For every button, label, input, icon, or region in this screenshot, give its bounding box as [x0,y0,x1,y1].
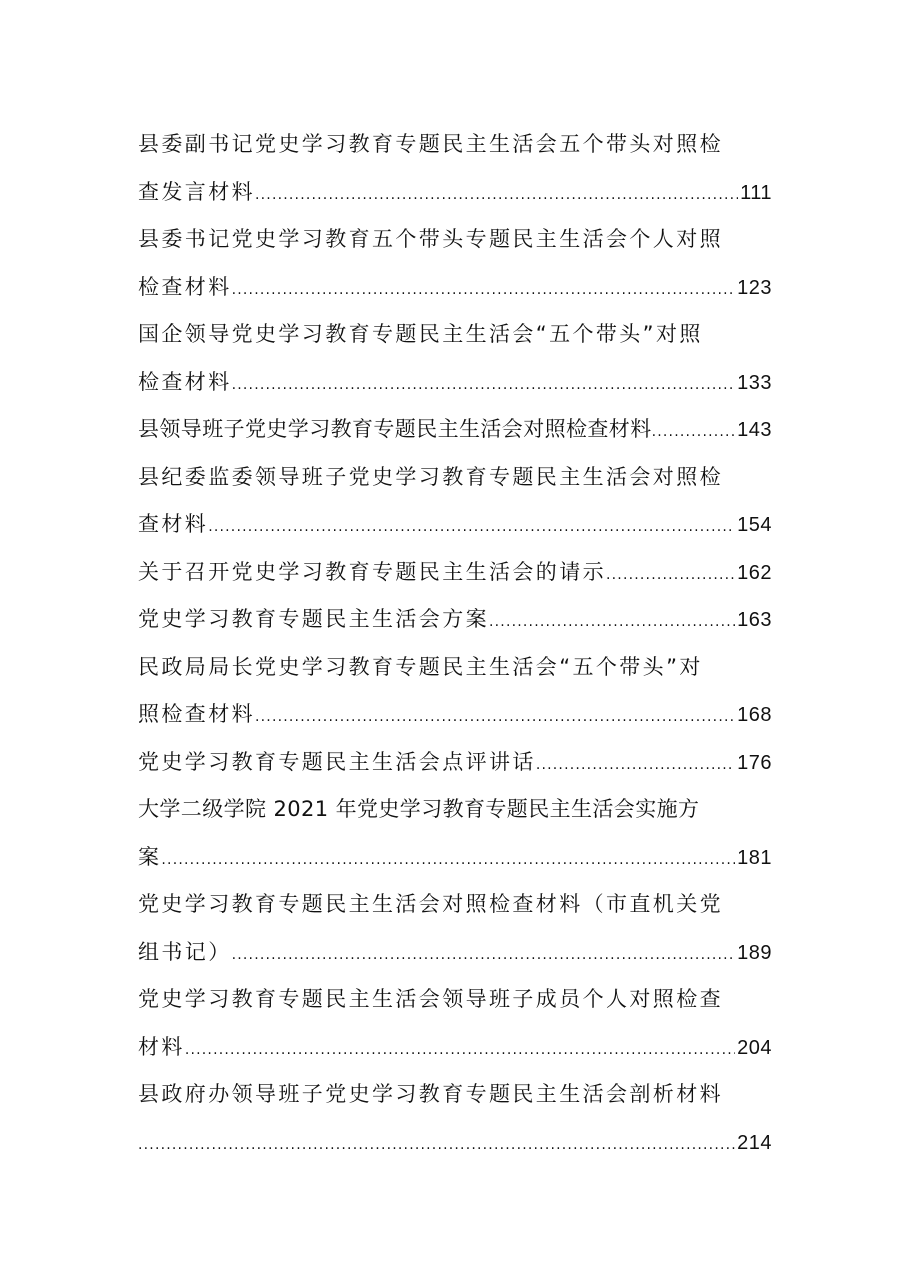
toc-entry-leader-line [138,1119,772,1167]
toc-entry-leader-line [138,929,772,977]
dot-leader [232,264,736,315]
toc-entry-title: 党史学习教育专题民主生活会方案 [138,607,489,631]
toc-entry-leader-line [138,406,772,454]
dot-leader [606,549,735,600]
toc-entry[interactable] [138,549,772,597]
toc-entry[interactable] [138,786,772,881]
dot-leader [138,1119,735,1170]
toc-entry-leader-line [138,596,772,644]
toc-entry-title-continued: 案 [138,844,162,869]
toc-entry[interactable] [138,454,772,549]
toc-entry-title: 党史学习教育专题民主生活会点评讲话 [138,749,536,774]
toc-entry-title-continued: 材料 [138,1034,185,1059]
dot-leader [232,359,736,410]
toc-entry-title: 关于召开党史学习教育专题民主生活会的请示 [138,559,606,584]
page-number: 143 [737,419,772,441]
page-number: 154 [737,514,772,536]
dot-leader [536,739,735,790]
page-number: 204 [737,1036,772,1059]
dot-leader [255,691,735,742]
toc-entry[interactable] [138,121,772,216]
toc-entry-leader-line [138,1024,772,1072]
toc-entry-title-continued: 照检查材料 [138,702,255,726]
toc-entry[interactable] [138,881,772,976]
toc-entry[interactable] [138,216,772,311]
toc-entry-title: 县纪委监委领导班子党史学习教育专题民主生活会对照检 [138,464,723,489]
page-number: 214 [737,1131,772,1154]
dot-leader [232,929,736,980]
toc-entry-leader-line [138,739,772,787]
toc-entry-leader-line [138,549,772,597]
toc-entry[interactable] [138,406,772,454]
toc-entry-title: 县委书记党史学习教育五个带头专题民主生活会个人对照 [138,227,723,251]
page-number: 123 [737,276,772,299]
dot-leader [255,169,738,220]
toc-entry[interactable] [138,596,772,644]
toc-entry-title: 县委副书记党史学习教育专题民主生活会五个带头对照检 [138,132,723,156]
dot-leader [652,406,736,457]
toc-entry-title-continued: 组书记） [138,939,232,964]
toc-entry-leader-line [138,359,772,407]
toc-entry-leader-line [138,501,772,549]
page-number: 181 [737,846,772,869]
page-number: 176 [737,751,772,774]
toc-entry-leader-line [138,691,772,739]
page-number: 168 [737,704,772,726]
toc-entry-title: 党史学习教育专题民主生活会对照检查材料（市直机关党 [138,892,723,916]
toc-entry[interactable] [138,739,772,787]
page-number: 133 [737,371,772,394]
page-number: 162 [737,561,772,584]
toc-entry[interactable] [138,644,772,739]
toc-entry-leader-line [138,264,772,312]
dot-leader [161,834,735,885]
page-number: 189 [737,941,772,964]
toc-entry[interactable] [138,1071,772,1166]
toc-entry[interactable] [138,311,772,406]
page-number: 111 [740,181,772,204]
toc-entry-leader-line [138,169,772,217]
toc-entry-title: 民政局局长党史学习教育专题民主生活会“五个带头”对 [138,654,703,679]
toc-entry-leader-line [138,834,772,882]
toc-entry-title-continued: 检查材料 [138,274,232,299]
dot-leader [208,501,735,552]
toc-entry-title: 国企领导党史学习教育专题民主生活会“五个带头”对照 [138,322,703,346]
toc-entry-title: 县政府办领导班子党史学习教育专题民主生活会剖析材料 [138,1082,723,1106]
page-number: 163 [737,609,772,631]
toc-entry-title: 大学二级学院 2021 年党史学习教育专题民主生活会实施方 [138,797,700,821]
toc-entry-title-continued: 查发言材料 [138,179,255,204]
table-of-contents [138,121,772,1166]
toc-entry-title: 县领导班子党史学习教育专题民主生活会对照检查材料 [138,417,652,441]
toc-entry-title: 党史学习教育专题民主生活会领导班子成员个人对照检查 [138,987,723,1011]
toc-entry[interactable] [138,976,772,1071]
dot-leader [489,596,735,647]
toc-entry-title-continued: 查材料 [138,512,209,536]
dot-leader [185,1024,735,1075]
toc-entry-title-continued: 检查材料 [138,369,232,394]
